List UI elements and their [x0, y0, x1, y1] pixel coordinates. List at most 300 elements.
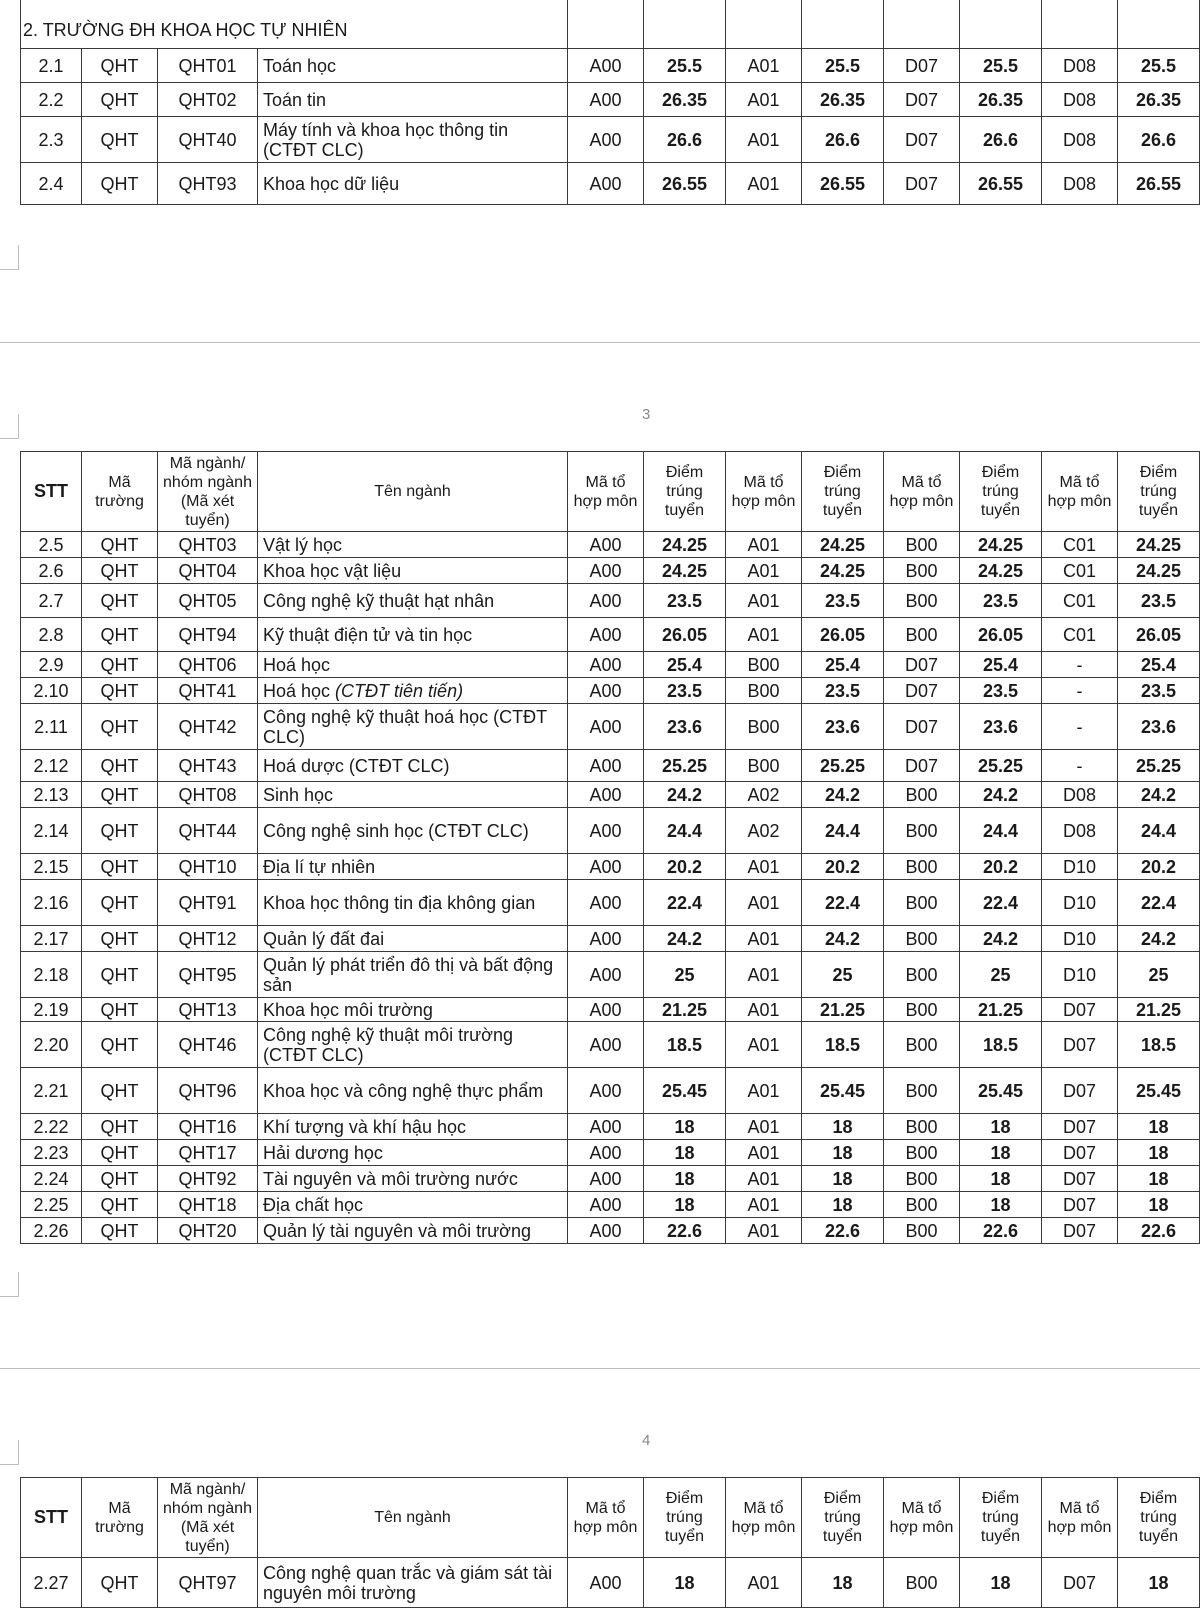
cell-major-name: Máy tính và khoa học thông tin (CTĐT CLC)	[258, 117, 568, 163]
cell-school-code: QHT	[82, 83, 158, 117]
table-row	[21, 750, 1200, 782]
cell-group-3: B00	[884, 1166, 960, 1192]
cell-score-4: 18	[1118, 1140, 1200, 1166]
cell-score-4: 24.2	[1118, 926, 1200, 952]
cell-group-3: B00	[884, 558, 960, 584]
cell-major-name: Công nghệ sinh học (CTĐT CLC)	[258, 808, 568, 854]
cell-major-code: QHT44	[158, 808, 258, 854]
cell-score-2: 26.55	[802, 163, 884, 205]
cell-score-1: 18	[644, 1192, 726, 1218]
cell-major-code: QHT12	[158, 926, 258, 952]
cell-score-4: 18	[1118, 1558, 1200, 1608]
cell-major-name: Toán học	[258, 49, 568, 83]
cell-group-3: B00	[884, 854, 960, 880]
cell-stt: 2.5	[21, 532, 82, 558]
cell-score-2: 22.6	[802, 1218, 884, 1244]
cell-score-2: 18	[802, 1114, 884, 1140]
cell-group-4: -	[1042, 652, 1118, 678]
cell-group-4: -	[1042, 750, 1118, 782]
cell-score-2: 22.4	[802, 880, 884, 926]
cell-group-2: A01	[726, 998, 802, 1022]
cell-group-2: A01	[726, 1218, 802, 1244]
cell-score-1: 24.25	[644, 532, 726, 558]
cell-group-2: A02	[726, 782, 802, 808]
cell-school-code: QHT	[82, 1192, 158, 1218]
cell-group-3: B00	[884, 926, 960, 952]
cell-stt: 2.26	[21, 1218, 82, 1244]
table-row	[21, 1022, 1200, 1068]
page-corner-mark	[0, 414, 19, 439]
cell-group-2: A01	[726, 1022, 802, 1068]
cell-group-2: A01	[726, 117, 802, 163]
cell-major-name: Địa chất học	[258, 1192, 568, 1218]
cell-score-3: 18	[960, 1114, 1042, 1140]
cell-group-1: A00	[568, 1192, 644, 1218]
cell-stt: 2.3	[21, 117, 82, 163]
cell-group-3: B00	[884, 584, 960, 618]
cell-school-code: QHT	[82, 1140, 158, 1166]
cell-stt: 2.20	[21, 1022, 82, 1068]
cell-stt: 2.4	[21, 163, 82, 205]
cell-group-3: D07	[884, 750, 960, 782]
cell-score-3: 24.4	[960, 808, 1042, 854]
cell-major-name: Sinh học	[258, 782, 568, 808]
empty-cell	[568, 0, 644, 49]
cell-group-2: A01	[726, 558, 802, 584]
cell-major-name: Quản lý phát triển đô thị và bất động sản	[258, 952, 568, 998]
header-major-name: Tên ngành	[258, 1478, 568, 1558]
cell-stt: 2.17	[21, 926, 82, 952]
cell-group-2: A01	[726, 83, 802, 117]
cell-group-2: A01	[726, 1140, 802, 1166]
cell-score-4: 25.4	[1118, 652, 1200, 678]
cell-score-1: 25.5	[644, 49, 726, 83]
table-row	[21, 1140, 1200, 1166]
cell-major-code: QHT96	[158, 1068, 258, 1114]
cell-score-1: 18	[644, 1166, 726, 1192]
cell-group-1: A00	[568, 83, 644, 117]
cell-group-2: A01	[726, 532, 802, 558]
cell-group-1: A00	[568, 880, 644, 926]
cell-group-3: D07	[884, 704, 960, 750]
cell-score-1: 26.35	[644, 83, 726, 117]
cell-major-name: Quản lý tài nguyên và môi trường	[258, 1218, 568, 1244]
empty-cell	[644, 0, 726, 49]
cell-score-1: 22.4	[644, 880, 726, 926]
cell-group-3: B00	[884, 998, 960, 1022]
cell-major-code: QHT40	[158, 117, 258, 163]
major-name-note: (CTĐT tiên tiến)	[330, 680, 464, 701]
cell-score-2: 18	[802, 1558, 884, 1608]
cell-major-code: QHT97	[158, 1558, 258, 1608]
cell-score-4: 22.6	[1118, 1218, 1200, 1244]
cell-score-3: 22.4	[960, 880, 1042, 926]
cell-score-3: 18	[960, 1166, 1042, 1192]
cell-score-3: 24.25	[960, 558, 1042, 584]
cell-major-name: Công nghệ kỹ thuật hoá học (CTĐT CLC)	[258, 704, 568, 750]
cell-score-1: 21.25	[644, 998, 726, 1022]
cell-score-1: 25.4	[644, 652, 726, 678]
cell-group-2: A01	[726, 880, 802, 926]
cell-score-2: 18.5	[802, 1022, 884, 1068]
cell-major-name: Công nghệ kỹ thuật môi trường (CTĐT CLC)	[258, 1022, 568, 1068]
cell-school-code: QHT	[82, 926, 158, 952]
cell-group-3: B00	[884, 1140, 960, 1166]
cell-group-1: A00	[568, 1114, 644, 1140]
cell-score-1: 26.55	[644, 163, 726, 205]
cell-group-1: A00	[568, 49, 644, 83]
table-row	[21, 704, 1200, 750]
cell-score-2: 24.4	[802, 808, 884, 854]
cell-stt: 2.9	[21, 652, 82, 678]
cell-score-1: 25.45	[644, 1068, 726, 1114]
page-separator	[0, 1368, 1200, 1369]
cell-group-4: C01	[1042, 558, 1118, 584]
cell-group-2: A02	[726, 808, 802, 854]
cell-group-2: A01	[726, 1114, 802, 1140]
cell-score-3: 18	[960, 1192, 1042, 1218]
cell-stt: 2.27	[21, 1558, 82, 1608]
table-row	[21, 1558, 1200, 1608]
cell-score-2: 25.4	[802, 652, 884, 678]
cell-group-3: B00	[884, 782, 960, 808]
cell-school-code: QHT	[82, 618, 158, 652]
cell-group-2: A01	[726, 584, 802, 618]
cell-score-1: 18.5	[644, 1022, 726, 1068]
table-header-row	[21, 1478, 1200, 1558]
table-row	[21, 1218, 1200, 1244]
header-group-4: Mã tổ hợp môn	[1042, 1478, 1118, 1558]
cell-stt: 2.7	[21, 584, 82, 618]
cell-score-2: 18	[802, 1166, 884, 1192]
cell-score-1: 23.6	[644, 704, 726, 750]
cell-score-4: 25	[1118, 952, 1200, 998]
cell-score-2: 18	[802, 1140, 884, 1166]
cell-major-code: QHT10	[158, 854, 258, 880]
cell-group-3: B00	[884, 880, 960, 926]
cell-school-code: QHT	[82, 1166, 158, 1192]
header-school-code: Mã trường	[82, 1478, 158, 1558]
cell-score-1: 26.6	[644, 117, 726, 163]
header-group-2: Mã tổ hợp môn	[726, 1478, 802, 1558]
cell-score-3: 24.25	[960, 532, 1042, 558]
cell-major-code: QHT13	[158, 998, 258, 1022]
cell-major-name: Vật lý học	[258, 532, 568, 558]
cell-school-code: QHT	[82, 558, 158, 584]
admission-table-page-4	[20, 1477, 1200, 1608]
cell-score-3: 23.5	[960, 678, 1042, 704]
cell-score-2: 25	[802, 952, 884, 998]
cell-group-2: A01	[726, 1068, 802, 1114]
cell-major-name: Khoa học thông tin địa không gian	[258, 880, 568, 926]
cell-group-1: A00	[568, 163, 644, 205]
cell-major-code: QHT42	[158, 704, 258, 750]
cell-score-3: 22.6	[960, 1218, 1042, 1244]
cell-major-code: QHT01	[158, 49, 258, 83]
cell-score-4: 25.5	[1118, 49, 1200, 83]
cell-group-1: A00	[568, 532, 644, 558]
cell-stt: 2.1	[21, 49, 82, 83]
cell-score-2: 24.2	[802, 926, 884, 952]
cell-score-2: 23.5	[802, 678, 884, 704]
cell-school-code: QHT	[82, 854, 158, 880]
cell-score-2: 18	[802, 1192, 884, 1218]
cell-group-4: D07	[1042, 1140, 1118, 1166]
cell-major-code: QHT93	[158, 163, 258, 205]
cell-major-name: Toán tin	[258, 83, 568, 117]
cell-group-4: D07	[1042, 998, 1118, 1022]
cell-school-code: QHT	[82, 1558, 158, 1608]
cell-group-4: D10	[1042, 854, 1118, 880]
cell-group-1: A00	[568, 998, 644, 1022]
header-score-3: Điểm trúng tuyển	[960, 1478, 1042, 1558]
cell-group-1: A00	[568, 750, 644, 782]
cell-score-3: 25.5	[960, 49, 1042, 83]
cell-major-name: Quản lý đất đai	[258, 926, 568, 952]
cell-major-code: QHT06	[158, 652, 258, 678]
page-corner-mark	[0, 1272, 19, 1297]
cell-group-2: A01	[726, 618, 802, 652]
cell-group-2: A01	[726, 49, 802, 83]
cell-group-4: D08	[1042, 83, 1118, 117]
cell-major-code: QHT92	[158, 1166, 258, 1192]
cell-school-code: QHT	[82, 1068, 158, 1114]
table-row	[21, 1068, 1200, 1114]
cell-score-3: 20.2	[960, 854, 1042, 880]
table-row	[21, 83, 1200, 117]
cell-major-name: Tài nguyên và môi trường nước	[258, 1166, 568, 1192]
cell-score-4: 24.25	[1118, 532, 1200, 558]
cell-score-4: 18.5	[1118, 1022, 1200, 1068]
cell-group-3: B00	[884, 1068, 960, 1114]
cell-stt: 2.8	[21, 618, 82, 652]
cell-score-4: 26.6	[1118, 117, 1200, 163]
cell-major-code: QHT03	[158, 532, 258, 558]
table-row	[21, 1192, 1200, 1218]
cell-score-4: 23.5	[1118, 584, 1200, 618]
cell-score-2: 21.25	[802, 998, 884, 1022]
cell-score-3: 26.55	[960, 163, 1042, 205]
cell-score-2: 25.45	[802, 1068, 884, 1114]
header-group-3: Mã tổ hợp môn	[884, 1478, 960, 1558]
cell-group-2: B00	[726, 750, 802, 782]
cell-stt: 2.6	[21, 558, 82, 584]
cell-group-4: D08	[1042, 117, 1118, 163]
header-group-3: Mã tổ hợp môn	[884, 452, 960, 532]
cell-major-name	[258, 678, 568, 704]
cell-major-code: QHT16	[158, 1114, 258, 1140]
cell-major-code: QHT46	[158, 1022, 258, 1068]
cell-group-2: B00	[726, 678, 802, 704]
cell-group-1: A00	[568, 704, 644, 750]
cell-group-3: D07	[884, 678, 960, 704]
cell-group-2: A01	[726, 926, 802, 952]
cell-group-3: B00	[884, 808, 960, 854]
cell-score-1: 24.25	[644, 558, 726, 584]
empty-cell	[960, 0, 1042, 49]
cell-school-code: QHT	[82, 49, 158, 83]
page-number: 4	[642, 1432, 651, 1449]
cell-group-4: D08	[1042, 163, 1118, 205]
cell-score-2: 23.6	[802, 704, 884, 750]
cell-score-1: 18	[644, 1114, 726, 1140]
table-row	[21, 782, 1200, 808]
cell-score-3: 25.25	[960, 750, 1042, 782]
cell-score-1: 24.2	[644, 782, 726, 808]
table-row	[21, 117, 1200, 163]
cell-group-2: A01	[726, 854, 802, 880]
cell-stt: 2.11	[21, 704, 82, 750]
table-row	[21, 584, 1200, 618]
cell-school-code: QHT	[82, 1022, 158, 1068]
cell-score-1: 24.2	[644, 926, 726, 952]
cell-score-4: 18	[1118, 1192, 1200, 1218]
cell-score-4: 26.05	[1118, 618, 1200, 652]
cell-major-name: Khoa học môi trường	[258, 998, 568, 1022]
cell-major-name: Kỹ thuật điện tử và tin học	[258, 618, 568, 652]
header-school-code: Mã trường	[82, 452, 158, 532]
table-header-row	[21, 452, 1200, 532]
cell-group-1: A00	[568, 584, 644, 618]
cell-school-code: QHT	[82, 880, 158, 926]
cell-stt: 2.24	[21, 1166, 82, 1192]
empty-cell	[1118, 0, 1200, 49]
table-row	[21, 558, 1200, 584]
cell-stt: 2.19	[21, 998, 82, 1022]
cell-school-code: QHT	[82, 532, 158, 558]
cell-score-3: 25.4	[960, 652, 1042, 678]
cell-major-code: QHT02	[158, 83, 258, 117]
cell-group-4: D07	[1042, 1192, 1118, 1218]
cell-score-1: 26.05	[644, 618, 726, 652]
cell-group-2: B00	[726, 704, 802, 750]
cell-score-4: 18	[1118, 1166, 1200, 1192]
cell-major-name: Địa lí tự nhiên	[258, 854, 568, 880]
section-title: 2. TRƯỜNG ĐH KHOA HỌC TỰ NHIÊN	[21, 0, 568, 49]
cell-major-name: Khoa học dữ liệu	[258, 163, 568, 205]
cell-major-code: QHT95	[158, 952, 258, 998]
cell-score-1: 18	[644, 1140, 726, 1166]
cell-group-4: D07	[1042, 1114, 1118, 1140]
cell-group-2: A01	[726, 163, 802, 205]
cell-score-4: 23.5	[1118, 678, 1200, 704]
cell-score-4: 22.4	[1118, 880, 1200, 926]
cell-score-2: 23.5	[802, 584, 884, 618]
cell-score-2: 24.2	[802, 782, 884, 808]
cell-major-code: QHT08	[158, 782, 258, 808]
table-row	[21, 854, 1200, 880]
cell-group-2: A01	[726, 952, 802, 998]
cell-score-4: 24.25	[1118, 558, 1200, 584]
cell-score-1: 25	[644, 952, 726, 998]
cell-school-code: QHT	[82, 1114, 158, 1140]
cell-group-4: D07	[1042, 1166, 1118, 1192]
cell-score-1: 23.5	[644, 584, 726, 618]
cell-school-code: QHT	[82, 163, 158, 205]
cell-group-1: A00	[568, 652, 644, 678]
header-group-1: Mã tổ hợp môn	[568, 452, 644, 532]
header-score-3: Điểm trúng tuyển	[960, 452, 1042, 532]
cell-group-3: B00	[884, 1022, 960, 1068]
header-score-2: Điểm trúng tuyển	[802, 1478, 884, 1558]
table-row	[21, 1166, 1200, 1192]
cell-stt: 2.15	[21, 854, 82, 880]
cell-major-name: Khoa học và công nghệ thực phẩm	[258, 1068, 568, 1114]
cell-score-4: 21.25	[1118, 998, 1200, 1022]
cell-group-3: B00	[884, 1192, 960, 1218]
cell-score-2: 26.05	[802, 618, 884, 652]
cell-score-3: 18	[960, 1140, 1042, 1166]
cell-group-4: D10	[1042, 880, 1118, 926]
cell-group-3: D07	[884, 117, 960, 163]
cell-score-4: 18	[1118, 1114, 1200, 1140]
cell-school-code: QHT	[82, 952, 158, 998]
cell-major-name: Hoá dược (CTĐT CLC)	[258, 750, 568, 782]
cell-group-4: C01	[1042, 532, 1118, 558]
cell-score-3: 24.2	[960, 782, 1042, 808]
cell-stt: 2.10	[21, 678, 82, 704]
cell-group-4: D07	[1042, 1218, 1118, 1244]
cell-score-3: 18	[960, 1558, 1042, 1608]
table-row	[21, 926, 1200, 952]
cell-school-code: QHT	[82, 117, 158, 163]
header-score-1: Điểm trúng tuyển	[644, 452, 726, 532]
cell-group-3: D07	[884, 652, 960, 678]
cell-major-name: Hải dương học	[258, 1140, 568, 1166]
cell-score-1: 25.25	[644, 750, 726, 782]
cell-group-4: -	[1042, 704, 1118, 750]
cell-group-1: A00	[568, 1558, 644, 1608]
cell-group-1: A00	[568, 1218, 644, 1244]
cell-school-code: QHT	[82, 652, 158, 678]
cell-score-2: 24.25	[802, 532, 884, 558]
cell-group-4: C01	[1042, 618, 1118, 652]
cell-stt: 2.16	[21, 880, 82, 926]
cell-stt: 2.18	[21, 952, 82, 998]
table-row	[21, 49, 1200, 83]
cell-score-4: 26.35	[1118, 83, 1200, 117]
header-score-4: Điểm trúng tuyển	[1118, 1478, 1200, 1558]
empty-cell	[1042, 0, 1118, 49]
cell-group-1: A00	[568, 808, 644, 854]
cell-school-code: QHT	[82, 678, 158, 704]
cell-stt: 2.13	[21, 782, 82, 808]
cell-major-code: QHT91	[158, 880, 258, 926]
header-major-name: Tên ngành	[258, 452, 568, 532]
cell-score-4: 25.25	[1118, 750, 1200, 782]
cell-score-3: 21.25	[960, 998, 1042, 1022]
cell-group-1: A00	[568, 854, 644, 880]
cell-group-2: A01	[726, 1558, 802, 1608]
cell-major-code: QHT94	[158, 618, 258, 652]
header-major-code: Mã ngành/ nhóm ngành (Mã xét tuyển)	[158, 1478, 258, 1558]
table-row	[21, 163, 1200, 205]
cell-school-code: QHT	[82, 782, 158, 808]
cell-score-4: 24.4	[1118, 808, 1200, 854]
admission-table-section-1	[20, 0, 1200, 205]
cell-score-4: 24.2	[1118, 782, 1200, 808]
header-stt: STT	[21, 1478, 82, 1558]
cell-score-1: 22.6	[644, 1218, 726, 1244]
cell-major-name: Khí tượng và khí hậu học	[258, 1114, 568, 1140]
cell-major-name: Khoa học vật liệu	[258, 558, 568, 584]
cell-major-name: Công nghệ quan trắc và giám sát tài nguyên môi trường	[258, 1558, 568, 1608]
table-row	[21, 678, 1200, 704]
cell-stt: 2.23	[21, 1140, 82, 1166]
cell-score-1: 24.4	[644, 808, 726, 854]
cell-group-3: B00	[884, 532, 960, 558]
cell-group-1: A00	[568, 558, 644, 584]
